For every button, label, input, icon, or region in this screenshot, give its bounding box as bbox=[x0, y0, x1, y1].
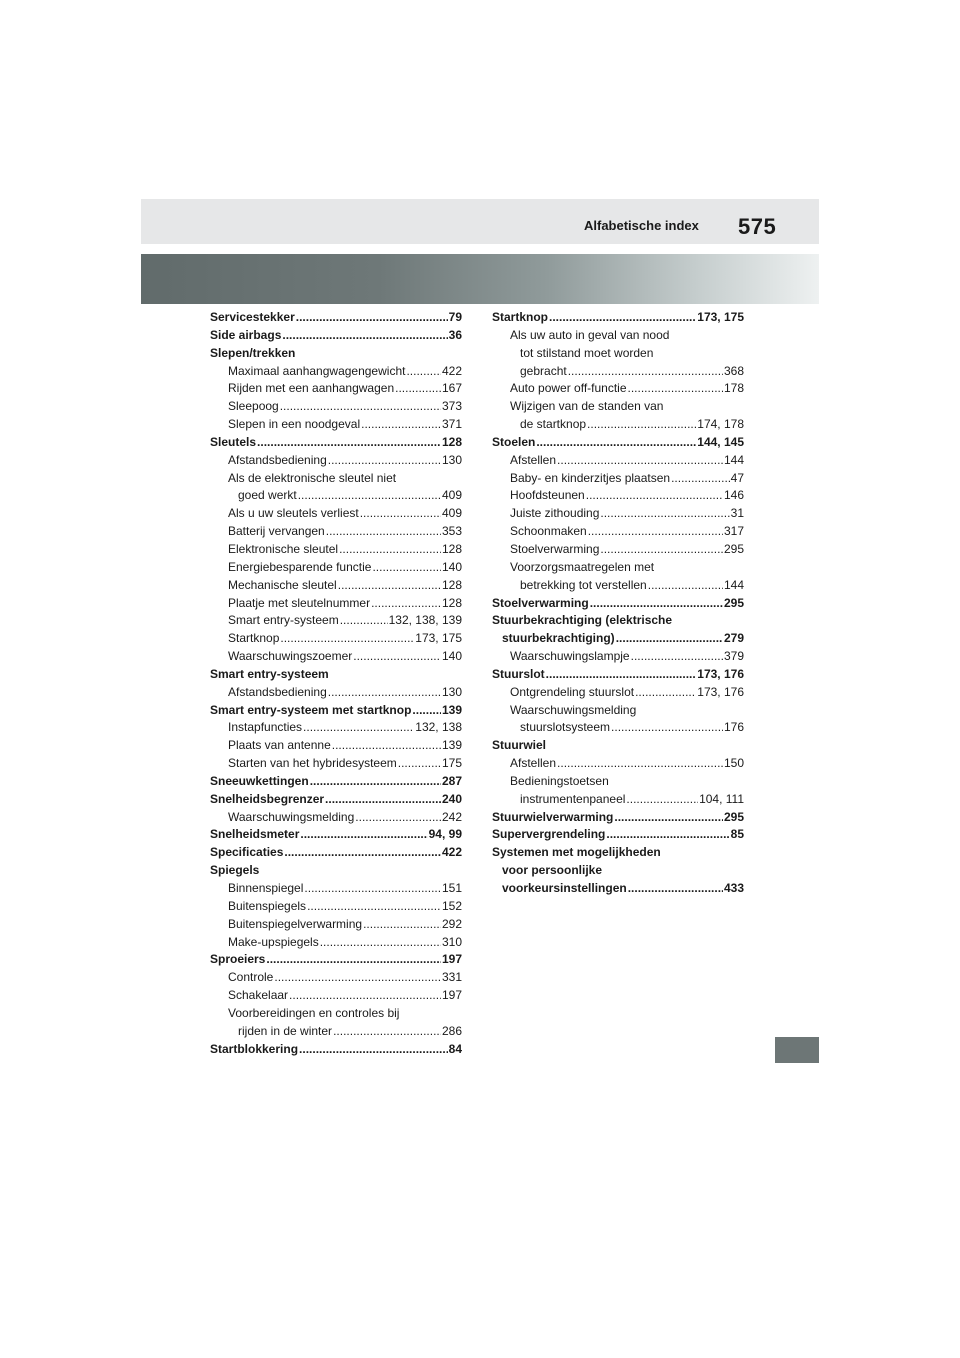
index-term: Baby- en kinderzitjes plaatsen bbox=[510, 470, 671, 485]
index-term: Buitenspiegels bbox=[228, 898, 307, 913]
index-entry bbox=[210, 648, 462, 666]
dot-leader bbox=[310, 773, 441, 791]
index-entry bbox=[210, 434, 462, 452]
index-page-ref: 175 bbox=[441, 756, 462, 771]
index-page-ref: 240 bbox=[441, 791, 462, 806]
dot-leader bbox=[606, 826, 729, 844]
index-entry bbox=[492, 434, 744, 452]
index-page-ref: 36 bbox=[448, 327, 462, 342]
index-term: Afstandsbediening bbox=[228, 452, 327, 467]
index-entry bbox=[210, 702, 462, 720]
index-page-ref: 79 bbox=[448, 310, 462, 324]
dot-leader bbox=[398, 755, 441, 773]
index-term: tot stilstand moet worden bbox=[520, 345, 654, 360]
index-term: Stoelverwarming bbox=[510, 541, 600, 556]
dot-leader bbox=[320, 934, 441, 952]
index-term: Side airbags bbox=[210, 327, 282, 342]
dot-leader bbox=[586, 487, 723, 505]
index-entry bbox=[210, 826, 462, 844]
index-term: Stuurwiel bbox=[492, 738, 547, 753]
index-entry bbox=[492, 309, 744, 327]
index-page-ref: 317 bbox=[723, 524, 744, 539]
dot-leader bbox=[266, 951, 441, 969]
dot-leader bbox=[568, 363, 723, 381]
dot-leader bbox=[328, 452, 441, 470]
dot-leader bbox=[626, 791, 698, 809]
index-term: Stoelverwarming bbox=[492, 595, 589, 610]
index-term: Sleepoog bbox=[228, 399, 279, 414]
index-page-ref: 353 bbox=[441, 524, 462, 539]
dot-leader bbox=[328, 684, 441, 702]
index-term: Als uw auto in geval van nood bbox=[510, 327, 670, 342]
dot-leader bbox=[361, 416, 441, 434]
index-entry bbox=[210, 737, 462, 755]
index-term: Auto power off-functie bbox=[510, 381, 627, 396]
index-entry bbox=[210, 1005, 462, 1041]
index-term: Smart entry-systeem met startknop bbox=[210, 702, 412, 717]
dot-leader bbox=[296, 309, 448, 327]
index-entry bbox=[210, 666, 462, 684]
dot-leader bbox=[339, 541, 441, 559]
index-entry bbox=[210, 719, 462, 737]
index-entry bbox=[492, 398, 744, 434]
index-entry bbox=[492, 559, 744, 595]
index-page-ref: 130 bbox=[441, 684, 462, 699]
dot-leader bbox=[307, 898, 441, 916]
index-term: Sproeiers bbox=[210, 952, 266, 967]
index-page-ref: 292 bbox=[441, 916, 462, 931]
index-entry bbox=[210, 452, 462, 470]
index-entry bbox=[210, 523, 462, 541]
index-term: Schakelaar bbox=[228, 988, 289, 1003]
index-term: Plaats van antenne bbox=[228, 738, 331, 753]
index-entry bbox=[492, 452, 744, 470]
index-entry bbox=[210, 577, 462, 595]
index-entry bbox=[210, 1041, 462, 1059]
index-term: Spiegels bbox=[210, 863, 260, 878]
index-entry bbox=[210, 898, 462, 916]
dot-leader bbox=[303, 719, 414, 737]
dot-leader bbox=[395, 380, 441, 398]
index-page-ref: 174, 178 bbox=[697, 417, 744, 432]
index-entry bbox=[492, 487, 744, 505]
index-term: stuurslotsysteem bbox=[520, 720, 611, 735]
dot-leader bbox=[338, 577, 441, 595]
dot-leader bbox=[631, 648, 723, 666]
index-page-ref: 409 bbox=[441, 506, 462, 521]
dot-leader bbox=[353, 648, 441, 666]
index-term: Startknop bbox=[228, 631, 280, 646]
index-entry bbox=[210, 470, 462, 506]
index-page-ref: 409 bbox=[441, 488, 462, 503]
index-page-ref: 295 bbox=[723, 541, 744, 556]
index-term: Hoofdsteunen bbox=[510, 488, 585, 503]
index-term: voor persoonlijke bbox=[502, 863, 603, 878]
index-column-left bbox=[210, 309, 462, 1058]
index-entry bbox=[492, 523, 744, 541]
dot-leader bbox=[257, 434, 441, 452]
index-term: Startblokkering bbox=[210, 1041, 299, 1056]
index-term: Waarschuwingsmelding bbox=[510, 702, 637, 717]
index-page-ref: 128 bbox=[441, 595, 462, 610]
dot-leader bbox=[289, 987, 441, 1005]
index-page-ref: 295 bbox=[723, 595, 744, 610]
index-page-ref: 368 bbox=[723, 363, 744, 378]
page-number: 575 bbox=[738, 214, 777, 239]
dot-leader bbox=[590, 595, 723, 613]
index-term: Starten van het hybridesysteem bbox=[228, 756, 397, 771]
index-page-ref: 151 bbox=[441, 881, 462, 895]
dot-leader bbox=[648, 577, 723, 595]
dot-leader bbox=[304, 880, 441, 898]
index-term: Afstandsbediening bbox=[228, 684, 327, 699]
dot-leader bbox=[628, 880, 723, 898]
index-term: Controle bbox=[228, 970, 274, 985]
index-entry bbox=[492, 666, 744, 684]
index-page-ref: 104, 111 bbox=[699, 791, 744, 806]
index-term: Waarschuwingslampje bbox=[510, 649, 630, 664]
index-page-ref: 331 bbox=[441, 970, 462, 985]
index-entry bbox=[492, 470, 744, 488]
index-entry bbox=[210, 612, 462, 630]
index-page-ref: 130 bbox=[441, 452, 462, 467]
index-entry bbox=[210, 309, 462, 327]
section-title: Alfabetische index bbox=[584, 218, 699, 233]
index-term: Rijden met een aanhangwagen bbox=[228, 381, 395, 396]
dot-leader bbox=[333, 1023, 441, 1041]
index-entry bbox=[210, 630, 462, 648]
dot-leader bbox=[557, 452, 723, 470]
dot-leader bbox=[536, 434, 696, 452]
index-page-ref: 47 bbox=[730, 470, 744, 485]
index-term: Afstellen bbox=[510, 452, 557, 467]
index-term: rijden in de winter bbox=[238, 1023, 333, 1038]
index-page-ref: 31 bbox=[730, 506, 744, 521]
index-page-ref: 132, 138, 139 bbox=[388, 613, 462, 628]
index-term: Sleutels bbox=[210, 434, 257, 449]
index-term: Afstellen bbox=[510, 756, 557, 771]
index-term: Supervergrendeling bbox=[492, 827, 606, 842]
index-entry bbox=[210, 844, 462, 862]
index-page-ref: 144 bbox=[723, 452, 744, 467]
index-page-ref: 173, 175 bbox=[415, 631, 462, 646]
index-term: Juiste zithouding bbox=[510, 506, 600, 521]
index-entry bbox=[210, 916, 462, 934]
index-term: Stuurslot bbox=[492, 666, 545, 681]
index-term: voorkeursinstellingen bbox=[502, 881, 627, 895]
index-term: Batterij vervangen bbox=[228, 524, 325, 539]
index-term: Voorzorgsmaatregelen met bbox=[510, 559, 655, 574]
index-term: Stuurbekrachtiging (elektrische bbox=[492, 613, 673, 628]
index-page-ref: 176 bbox=[723, 720, 744, 735]
index-term: Stoelen bbox=[492, 434, 536, 449]
index-entry bbox=[210, 327, 462, 345]
index-term: Stuurwielverwarming bbox=[492, 809, 614, 824]
index-page-ref: 310 bbox=[441, 934, 462, 949]
index-term: Buitenspiegelverwarming bbox=[228, 916, 363, 931]
index-entry bbox=[210, 595, 462, 613]
index-term: de startknop bbox=[520, 417, 587, 432]
dot-leader bbox=[546, 666, 697, 684]
index-entry bbox=[492, 648, 744, 666]
index-entry bbox=[210, 987, 462, 1005]
index-page-ref: 152 bbox=[441, 898, 462, 913]
index-term: Make-upspiegels bbox=[228, 934, 319, 949]
dot-leader bbox=[412, 702, 441, 720]
index-page-ref: 128 bbox=[441, 434, 462, 449]
dot-leader bbox=[635, 684, 696, 702]
index-term: Bedieningstoetsen bbox=[510, 773, 609, 788]
index-page-ref: 286 bbox=[441, 1023, 462, 1038]
index-page-ref: 140 bbox=[441, 649, 462, 664]
index-page-ref: 422 bbox=[441, 845, 462, 860]
thumb-index-tab bbox=[775, 1037, 819, 1063]
dot-leader bbox=[298, 487, 441, 505]
index-page-ref: 167 bbox=[441, 381, 462, 396]
index-term: Binnenspiegel bbox=[228, 881, 304, 895]
dot-leader bbox=[326, 523, 441, 541]
index-entry bbox=[492, 809, 744, 827]
index-entry bbox=[492, 327, 744, 381]
index-term: Smart entry-systeem bbox=[210, 666, 329, 681]
index-entry bbox=[210, 380, 462, 398]
index-page-ref: 287 bbox=[441, 773, 462, 788]
dot-leader bbox=[616, 630, 723, 648]
index-entry bbox=[492, 737, 744, 755]
index-term: Elektronische sleutel bbox=[228, 541, 339, 556]
index-term: Snelheidsbegrenzer bbox=[210, 791, 325, 806]
index-entry bbox=[210, 398, 462, 416]
index-term: Voorbereidingen en controles bij bbox=[228, 1005, 400, 1020]
index-entry bbox=[210, 951, 462, 969]
index-term: Wijzigen van de standen van bbox=[510, 399, 664, 414]
index-page-ref: 128 bbox=[441, 577, 462, 592]
dot-leader bbox=[600, 505, 729, 523]
index-page-ref: 178 bbox=[723, 381, 744, 396]
index-entry bbox=[492, 773, 744, 809]
index-entry bbox=[210, 345, 462, 363]
dot-leader bbox=[325, 791, 441, 809]
index-entry bbox=[210, 934, 462, 952]
dot-leader bbox=[282, 327, 447, 345]
index-term: Sneeuwkettingen bbox=[210, 773, 309, 788]
index-term: Slepen/trekken bbox=[210, 345, 296, 360]
index-entry bbox=[492, 826, 744, 844]
decorative-gradient-band bbox=[141, 254, 819, 304]
index-page-ref: 139 bbox=[441, 702, 462, 717]
header-bar bbox=[141, 199, 819, 244]
index-entry bbox=[492, 684, 744, 702]
index-page-ref: 433 bbox=[723, 881, 744, 895]
index-entry bbox=[210, 416, 462, 434]
index-page-ref: 94, 99 bbox=[428, 827, 462, 842]
index-term: betrekking tot verstellen bbox=[520, 577, 647, 592]
index-term: Ontgrendeling stuurslot bbox=[510, 684, 635, 699]
index-entry bbox=[210, 809, 462, 827]
index-page-ref: 144, 145 bbox=[697, 434, 744, 449]
index-entry bbox=[492, 380, 744, 398]
index-entry bbox=[210, 684, 462, 702]
index-term: goed werkt bbox=[238, 488, 297, 503]
index-page-ref: 139 bbox=[441, 738, 462, 753]
index-entry bbox=[492, 612, 744, 648]
index-entry bbox=[210, 880, 462, 898]
index-term: Plaatje met sleutelnummer bbox=[228, 595, 371, 610]
index-term: Schoonmaken bbox=[510, 524, 587, 539]
index-page-ref: 146 bbox=[723, 488, 744, 503]
dot-leader bbox=[274, 969, 441, 987]
index-term: Snelheidsmeter bbox=[210, 827, 300, 842]
index-entry bbox=[492, 541, 744, 559]
index-entry bbox=[492, 755, 744, 773]
index-page-ref: 197 bbox=[441, 988, 462, 1003]
index-entry bbox=[210, 541, 462, 559]
dot-leader bbox=[360, 505, 441, 523]
dot-leader bbox=[549, 309, 696, 327]
index-page-ref: 150 bbox=[723, 756, 744, 771]
index-page-ref: 279 bbox=[723, 631, 744, 646]
dot-leader bbox=[280, 398, 441, 416]
dot-leader bbox=[557, 755, 723, 773]
index-term: Smart entry-systeem bbox=[228, 613, 339, 628]
dot-leader bbox=[671, 470, 730, 488]
index-term: stuurbekrachtiging) bbox=[502, 631, 615, 646]
index-page-ref: 371 bbox=[441, 417, 462, 432]
index-term: Als u uw sleutels verliest bbox=[228, 506, 359, 521]
index-page-ref: 132, 138 bbox=[415, 720, 462, 735]
index-term: Als de elektronische sleutel niet bbox=[228, 470, 397, 485]
index-entry bbox=[210, 363, 462, 381]
index-term: Startknop bbox=[492, 310, 549, 324]
index-entry bbox=[492, 702, 744, 738]
index-term: Slepen in een noodgeval bbox=[228, 417, 361, 432]
index-page-ref: 379 bbox=[723, 649, 744, 664]
dot-leader bbox=[299, 1041, 448, 1059]
index-page-ref: 373 bbox=[441, 399, 462, 414]
dot-leader bbox=[284, 844, 441, 862]
index-term: gebracht bbox=[520, 363, 567, 378]
dot-leader bbox=[372, 559, 441, 577]
index-term: Waarschuwingsmelding bbox=[228, 809, 355, 824]
dot-leader bbox=[363, 916, 441, 934]
index-entry bbox=[210, 559, 462, 577]
index-entry bbox=[210, 969, 462, 987]
index-entry bbox=[210, 755, 462, 773]
index-entry bbox=[492, 505, 744, 523]
dot-leader bbox=[611, 719, 723, 737]
dot-leader bbox=[587, 416, 696, 434]
dot-leader bbox=[406, 363, 441, 381]
index-column-right bbox=[492, 309, 744, 898]
index-page-ref: 85 bbox=[730, 827, 744, 842]
index-page-ref: 128 bbox=[441, 541, 462, 556]
index-term: Maximaal aanhangwagengewicht bbox=[228, 363, 406, 378]
index-page-ref: 242 bbox=[441, 809, 462, 824]
dot-leader bbox=[355, 809, 441, 827]
index-page-ref: 173, 175 bbox=[697, 310, 744, 324]
dot-leader bbox=[371, 595, 441, 613]
dot-leader bbox=[628, 380, 723, 398]
index-page-ref: 84 bbox=[448, 1041, 462, 1056]
index-term: Energiebesparende functie bbox=[228, 559, 372, 574]
index-entry bbox=[210, 773, 462, 791]
index-term: Servicestekker bbox=[210, 310, 295, 324]
index-page-ref: 173, 176 bbox=[697, 666, 744, 681]
index-page-ref: 140 bbox=[441, 559, 462, 574]
index-entry bbox=[210, 791, 462, 809]
dot-leader bbox=[340, 612, 388, 630]
dot-leader bbox=[588, 523, 723, 541]
index-term: Waarschuwingszoemer bbox=[228, 649, 353, 664]
index-term: Specificaties bbox=[210, 845, 284, 860]
index-entry bbox=[210, 505, 462, 523]
dot-leader bbox=[280, 630, 414, 648]
index-page-ref: 295 bbox=[723, 809, 744, 824]
index-page-ref: 197 bbox=[441, 952, 462, 967]
index-term: Mechanische sleutel bbox=[228, 577, 337, 592]
dot-leader bbox=[600, 541, 723, 559]
index-page-ref: 422 bbox=[441, 363, 462, 378]
index-term: Instapfuncties bbox=[228, 720, 303, 735]
dot-leader bbox=[332, 737, 441, 755]
index-entry bbox=[492, 595, 744, 613]
index-entry bbox=[210, 862, 462, 880]
index-term: instrumentenpaneel bbox=[520, 791, 626, 806]
dot-leader bbox=[614, 809, 723, 827]
index-page-ref: 144 bbox=[723, 577, 744, 592]
index-term: Systemen met mogelijkheden bbox=[492, 845, 661, 860]
dot-leader bbox=[300, 826, 427, 844]
index-entry bbox=[492, 844, 744, 898]
index-page-ref: 173, 176 bbox=[697, 684, 744, 699]
